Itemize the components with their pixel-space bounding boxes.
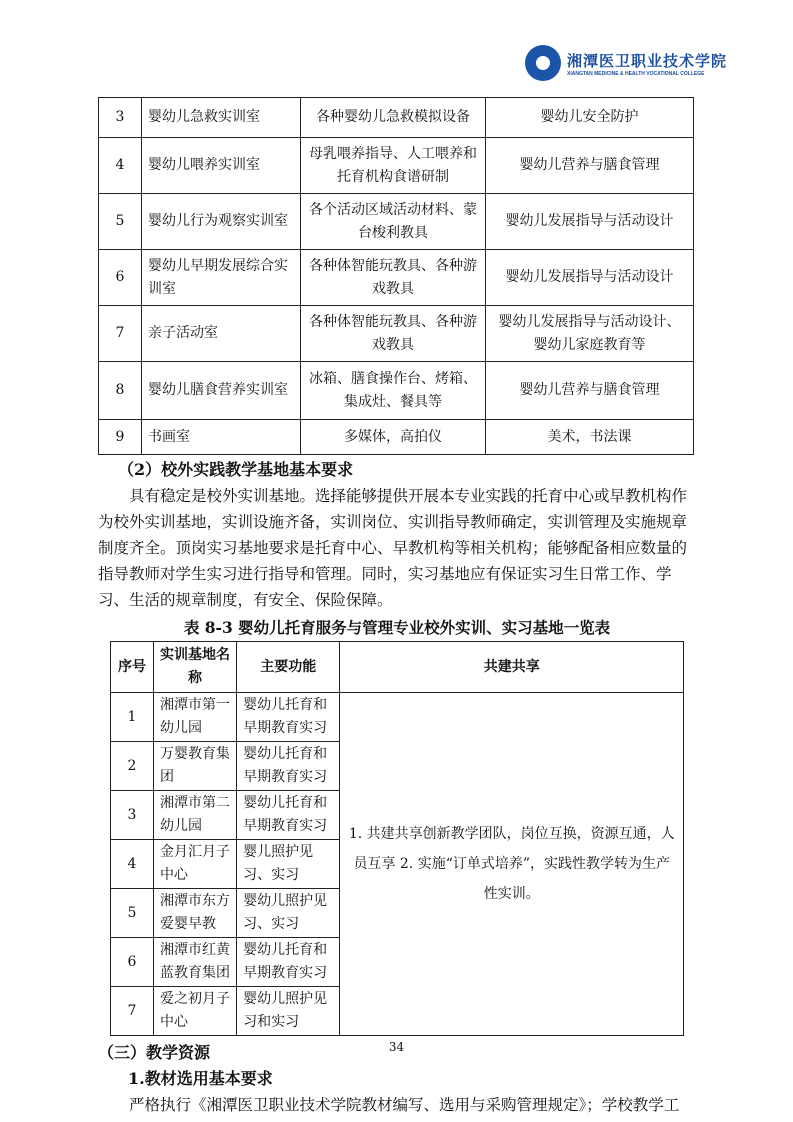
table-row — [99, 362, 694, 420]
paragraph: 具有稳定是校外实训基地。选择能够提供开展本专业实践的托育中心或早教机构作为校外实训基地，实训设施齐备，实训岗位、实训指导教师确定，实训管理及实施规章制度齐全。顶岗实习基地要求是托育中心、早教机构等相关机构；能够配备相应数量的指导教师对学生实习进行指导和管理。同时，实习基地应有保证实习生日常工作、学习、生活的规章制度，有安全、保险保障。 — [98, 487, 688, 609]
table-caption: 表 8-3 婴幼儿托育服务与管理专业校外实训、实习基地一览表 — [183, 618, 611, 637]
table-cell: 婴幼儿托育和早期教育实习 — [237, 693, 340, 742]
paragraph: 严格执行《湘潭医卫职业技术学院教材编写、选用与采购管理规定》；学校教学工 — [129, 1096, 680, 1114]
table-cell: 书画室 — [142, 420, 301, 455]
table-cell: 各种体智能玩教具、各种游戏教具 — [301, 306, 486, 362]
column-header: 主要功能 — [237, 642, 340, 693]
shared-cell: 1. 共建共享创新教学团队，岗位互换，资源互通，人员互享 2. 实施“订单式培养”，实践性教学转为生产性实训。 — [340, 693, 684, 1036]
table-row — [99, 194, 694, 250]
table-row — [99, 306, 694, 362]
table-cell: 多媒体，高拍仪 — [301, 420, 486, 455]
table-cell: 6 — [99, 250, 142, 306]
table-cell: 5 — [111, 889, 154, 938]
table-cell: 3 — [99, 98, 142, 138]
table-cell: 各个活动区域活动材料、蒙台梭利教具 — [301, 194, 486, 250]
table-cell: 湘潭市第二幼儿园 — [154, 791, 237, 840]
section-heading: （三）教学资源 — [98, 1043, 211, 1062]
table-cell: 各种婴幼儿急救模拟设备 — [301, 98, 486, 138]
table-row — [99, 420, 694, 455]
table-cell: 万婴教育集团 — [154, 742, 237, 791]
table-cell: 湘潭市东方爱婴早教 — [154, 889, 237, 938]
table-cell: 婴幼儿托育和早期教育实习 — [237, 742, 340, 791]
table-cell: 婴幼儿营养与膳食管理 — [486, 362, 694, 420]
table-cell: 9 — [99, 420, 142, 455]
table-cell: 湘潭市红黄蓝教育集团 — [154, 938, 237, 987]
table-cell: 金月汇月子中心 — [154, 840, 237, 889]
table-cell: 婴幼儿托育和早期教育实习 — [237, 938, 340, 987]
logo-name-cn: 湘潭医卫职业技术学院 — [567, 51, 728, 70]
table-cell: 婴幼儿喂养实训室 — [142, 138, 301, 194]
table-cell: 婴幼儿发展指导与活动设计、婴幼儿家庭教育等 — [486, 306, 694, 362]
college-seal-icon — [525, 45, 561, 81]
column-header: 实训基地名称 — [154, 642, 237, 693]
table-cell: 婴幼儿急救实训室 — [142, 98, 301, 138]
table-cell: 4 — [111, 840, 154, 889]
table-cell: 婴幼儿早期发展综合实训室 — [142, 250, 301, 306]
table-cell: 母乳喂养指导、人工喂养和托育机构食谱研制 — [301, 138, 486, 194]
table-row — [99, 138, 694, 194]
college-logo — [525, 45, 727, 81]
table-row — [99, 98, 694, 138]
page-content — [98, 97, 696, 1118]
table-cell: 婴幼儿照护见习、实习 — [237, 889, 340, 938]
table-cell: 婴儿照护见习、实习 — [237, 840, 340, 889]
table-cell: 1 — [111, 693, 154, 742]
table-cell: 7 — [111, 987, 154, 1036]
table-cell: 婴幼儿照护见习和实习 — [237, 987, 340, 1036]
table-cell: 婴幼儿发展指导与活动设计 — [486, 194, 694, 250]
table-cell: 湘潭市第一幼儿园 — [154, 693, 237, 742]
table-cell: 2 — [111, 742, 154, 791]
practice-room-table — [98, 97, 694, 455]
table-cell: 8 — [99, 362, 142, 420]
page-number: 34 — [388, 1040, 405, 1054]
table-row — [111, 693, 684, 742]
table-cell: 婴幼儿行为观察实训室 — [142, 194, 301, 250]
table-cell: 3 — [111, 791, 154, 840]
subsection-heading: 1.教材选用基本要求 — [128, 1069, 273, 1088]
table-cell: 冰箱、膳食操作台、烤箱、集成灶、餐具等 — [301, 362, 486, 420]
table-cell: 各种体智能玩教具、各种游戏教具 — [301, 250, 486, 306]
column-header: 共建共享 — [340, 642, 684, 693]
table-cell: 爱之初月子中心 — [154, 987, 237, 1036]
table-cell: 婴幼儿发展指导与活动设计 — [486, 250, 694, 306]
table-cell: 4 — [99, 138, 142, 194]
section-heading: （2）校外实践教学基地基本要求 — [118, 460, 354, 479]
table-cell: 6 — [111, 938, 154, 987]
table-row — [99, 250, 694, 306]
table-cell: 婴幼儿膳食营养实训室 — [142, 362, 301, 420]
offsite-base-table — [110, 641, 684, 1036]
column-header: 序号 — [111, 642, 154, 693]
logo-name-en: XIANGTAN MEDICINE & HEALTH VOCATIONAL COLLEGE — [567, 70, 705, 77]
table-cell: 5 — [99, 194, 142, 250]
table-cell: 7 — [99, 306, 142, 362]
table-cell: 美术，书法课 — [486, 420, 694, 455]
table-cell: 婴幼儿托育和早期教育实习 — [237, 791, 340, 840]
table-cell: 婴幼儿营养与膳食管理 — [486, 138, 694, 194]
table-cell: 婴幼儿安全防护 — [486, 98, 694, 138]
table-cell: 亲子活动室 — [142, 306, 301, 362]
